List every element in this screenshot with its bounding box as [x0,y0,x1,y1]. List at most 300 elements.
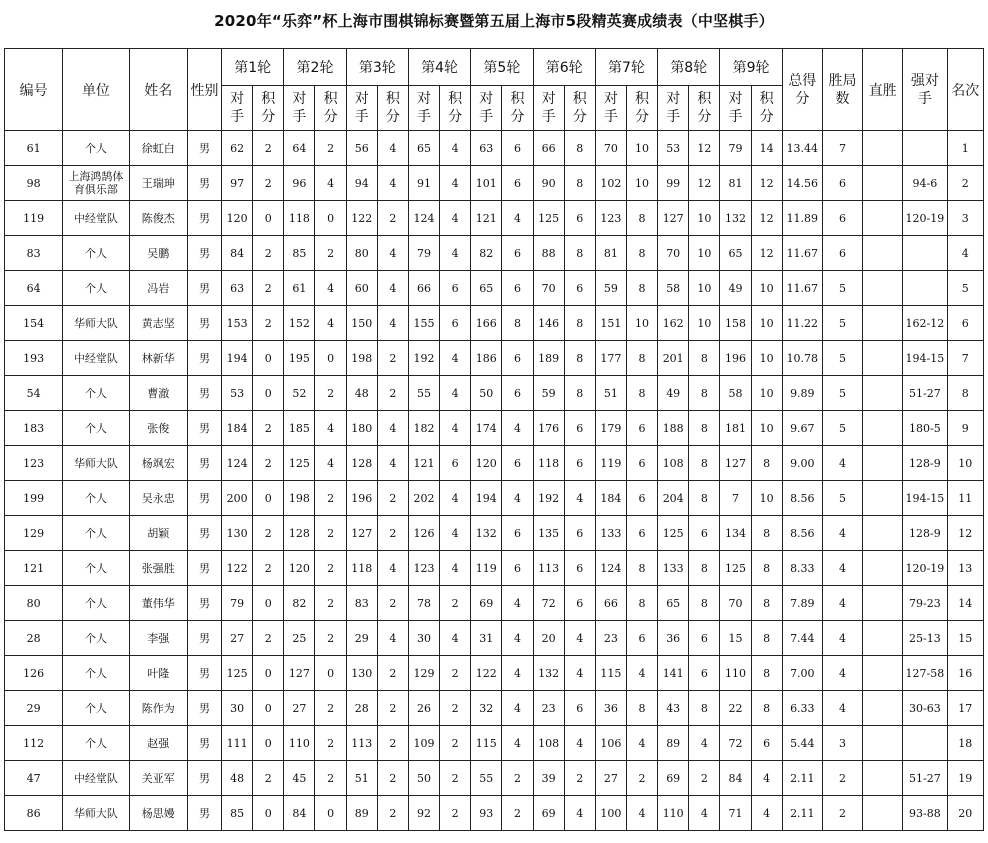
player-gender: 男 [187,516,221,551]
round-7-points: 2 [626,761,657,796]
round-3-opponent: 196 [346,481,377,516]
head-to-head [863,271,903,306]
total-score: 6.33 [782,691,822,726]
round-5-points: 2 [502,796,533,831]
player-name: 吴永忠 [129,481,187,516]
win-count: 4 [822,621,862,656]
player-name: 吴鹏 [129,236,187,271]
player-unit: 个人 [63,236,129,271]
round-1-opponent: 194 [222,341,253,376]
round-9-opponent: 132 [720,201,751,236]
round-4-opponent: 192 [408,341,439,376]
round-2-points: 4 [315,411,346,446]
round-5-opponent: 55 [471,761,502,796]
round-4-opponent: 30 [408,621,439,656]
round-4-opponent: 92 [408,796,439,831]
round-4-points: 2 [440,796,471,831]
round-1-points: 2 [253,446,284,481]
head-to-head [863,376,903,411]
round-5-points: 6 [502,376,533,411]
round-8-opponent-header: 对手 [658,86,689,131]
round-5-points: 4 [502,691,533,726]
player-name: 胡颖 [129,516,187,551]
round-5-points: 4 [502,411,533,446]
win-count: 3 [822,726,862,761]
round-2-points: 4 [315,306,346,341]
round-6-opponent: 23 [533,691,564,726]
player-unit: 个人 [63,411,129,446]
strong-opponent [903,236,947,271]
round-1-points: 2 [253,411,284,446]
round-6-opponent-header: 对手 [533,86,564,131]
round-6-opponent: 192 [533,481,564,516]
round-1-opponent: 97 [222,166,253,201]
round-1-points: 0 [253,201,284,236]
round-1-opponent: 27 [222,621,253,656]
head-to-head [863,166,903,201]
round-8-points: 6 [689,621,720,656]
round-8-points: 8 [689,341,720,376]
strong-opponent: 51-27 [903,761,947,796]
round-1-points: 2 [253,516,284,551]
round-1-points: 2 [253,131,284,166]
rank: 12 [947,516,984,551]
round-6-opponent: 108 [533,726,564,761]
player-gender: 男 [187,796,221,831]
round-7-points: 8 [626,236,657,271]
col-total: 总得分 [782,49,822,131]
round-6-opponent: 72 [533,586,564,621]
player-unit: 华师大队 [63,306,129,341]
round-3-points: 2 [377,656,408,691]
round-6-points: 4 [564,726,595,761]
round-9-opponent: 7 [720,481,751,516]
round-1-opponent-header: 对手 [222,86,253,131]
round-1-opponent: 53 [222,376,253,411]
round-9-opponent: 196 [720,341,751,376]
round-8-opponent: 204 [658,481,689,516]
strong-opponent [903,271,947,306]
round-2-opponent: 25 [284,621,315,656]
strong-opponent: 120-19 [903,551,947,586]
col-round-5: 第5轮 [471,49,533,86]
win-count: 4 [822,586,862,621]
player-name: 叶隆 [129,656,187,691]
round-8-points: 4 [689,726,720,761]
round-4-opponent: 78 [408,586,439,621]
head-to-head [863,796,903,831]
player-unit: 个人 [63,551,129,586]
round-5-opponent: 65 [471,271,502,306]
round-2-opponent: 96 [284,166,315,201]
head-to-head [863,131,903,166]
round-2-points: 2 [315,551,346,586]
round-5-opponent: 50 [471,376,502,411]
table-row [5,341,984,376]
round-5-points: 6 [502,166,533,201]
player-number: 112 [5,726,63,761]
round-3-opponent: 94 [346,166,377,201]
round-9-opponent: 125 [720,551,751,586]
round-1-opponent: 122 [222,551,253,586]
round-4-points: 4 [440,481,471,516]
round-5-opponent: 31 [471,621,502,656]
round-3-points: 2 [377,516,408,551]
player-name: 林新华 [129,341,187,376]
round-3-opponent: 28 [346,691,377,726]
round-4-points: 2 [440,761,471,796]
round-1-opponent: 130 [222,516,253,551]
table-row [5,656,984,691]
round-4-points: 4 [440,201,471,236]
round-5-opponent: 32 [471,691,502,726]
round-2-opponent: 84 [284,796,315,831]
round-6-opponent: 146 [533,306,564,341]
round-5-opponent-header: 对手 [471,86,502,131]
round-7-points: 10 [626,131,657,166]
round-2-opponent: 118 [284,201,315,236]
round-7-points: 8 [626,201,657,236]
round-2-opponent: 125 [284,446,315,481]
total-score: 11.67 [782,271,822,306]
player-number: 29 [5,691,63,726]
round-9-points: 14 [751,131,782,166]
round-9-points: 10 [751,411,782,446]
player-name: 杨思嫚 [129,796,187,831]
strong-opponent [903,131,947,166]
round-5-points: 4 [502,726,533,761]
rank: 7 [947,341,984,376]
round-7-opponent: 151 [595,306,626,341]
player-unit: 中经堂队 [63,761,129,796]
player-unit: 华师大队 [63,446,129,481]
round-3-opponent: 60 [346,271,377,306]
win-count: 4 [822,516,862,551]
player-number: 83 [5,236,63,271]
player-unit: 个人 [63,621,129,656]
player-number: 183 [5,411,63,446]
round-1-opponent: 84 [222,236,253,271]
round-8-points: 8 [689,376,720,411]
round-7-opponent: 124 [595,551,626,586]
round-7-points: 4 [626,796,657,831]
round-9-opponent: 79 [720,131,751,166]
round-8-points: 4 [689,796,720,831]
round-9-opponent: 70 [720,586,751,621]
win-count: 5 [822,481,862,516]
player-number: 123 [5,446,63,481]
rank: 8 [947,376,984,411]
round-2-points: 2 [315,236,346,271]
strong-opponent: 94-6 [903,166,947,201]
round-1-points: 2 [253,166,284,201]
round-8-points: 8 [689,411,720,446]
round-2-points: 2 [315,761,346,796]
round-5-points: 6 [502,341,533,376]
round-4-points: 2 [440,586,471,621]
round-2-points: 0 [315,796,346,831]
round-9-opponent: 181 [720,411,751,446]
round-6-points: 6 [564,586,595,621]
table-body [5,131,984,831]
round-7-points: 8 [626,691,657,726]
round-7-opponent: 123 [595,201,626,236]
strong-opponent: 180-5 [903,411,947,446]
round-7-opponent: 27 [595,761,626,796]
round-3-points: 4 [377,621,408,656]
player-name: 张俊 [129,411,187,446]
player-name: 张强胜 [129,551,187,586]
round-2-points: 4 [315,166,346,201]
win-count: 6 [822,236,862,271]
player-number: 193 [5,341,63,376]
table-row [5,446,984,481]
head-to-head [863,341,903,376]
round-8-opponent: 141 [658,656,689,691]
round-4-opponent: 55 [408,376,439,411]
player-name: 陈作为 [129,691,187,726]
round-9-opponent: 15 [720,621,751,656]
round-7-opponent: 177 [595,341,626,376]
round-8-points: 10 [689,271,720,306]
round-3-points: 4 [377,551,408,586]
table-row [5,726,984,761]
round-7-opponent: 102 [595,166,626,201]
player-number: 126 [5,656,63,691]
total-score: 7.00 [782,656,822,691]
round-1-points: 0 [253,656,284,691]
col-rank: 名次 [947,49,984,131]
round-7-points: 4 [626,726,657,761]
round-5-opponent: 122 [471,656,502,691]
col-round-8: 第8轮 [658,49,720,86]
player-name: 曹澈 [129,376,187,411]
head-to-head [863,726,903,761]
round-2-opponent: 52 [284,376,315,411]
col-head-to-head: 直胜 [863,49,903,131]
strong-opponent: 162-12 [903,306,947,341]
round-7-points: 6 [626,516,657,551]
head-to-head [863,761,903,796]
round-6-points: 4 [564,621,595,656]
total-score: 9.89 [782,376,822,411]
table-row [5,131,984,166]
round-4-points: 2 [440,726,471,761]
round-2-opponent: 185 [284,411,315,446]
strong-opponent: 194-15 [903,341,947,376]
player-name: 徐虹白 [129,131,187,166]
round-5-points: 6 [502,516,533,551]
round-4-points: 4 [440,551,471,586]
head-to-head [863,516,903,551]
round-9-points: 10 [751,271,782,306]
round-1-opponent: 124 [222,446,253,481]
win-count: 4 [822,551,862,586]
round-2-points: 2 [315,621,346,656]
round-7-opponent: 106 [595,726,626,761]
round-3-points: 2 [377,761,408,796]
round-8-points: 2 [689,761,720,796]
round-3-opponent-header: 对手 [346,86,377,131]
round-9-opponent: 58 [720,376,751,411]
round-4-points: 4 [440,236,471,271]
round-9-points: 8 [751,551,782,586]
round-4-points: 2 [440,691,471,726]
round-6-points: 6 [564,551,595,586]
player-name: 黄志坚 [129,306,187,341]
win-count: 4 [822,446,862,481]
player-gender: 男 [187,761,221,796]
round-8-points: 6 [689,656,720,691]
round-3-points: 4 [377,446,408,481]
round-3-opponent: 113 [346,726,377,761]
player-gender: 男 [187,446,221,481]
round-6-opponent: 113 [533,551,564,586]
player-gender: 男 [187,481,221,516]
player-unit: 个人 [63,131,129,166]
round-8-opponent: 65 [658,586,689,621]
round-2-opponent: 128 [284,516,315,551]
player-gender: 男 [187,551,221,586]
table-row [5,551,984,586]
round-9-points: 8 [751,586,782,621]
round-1-points: 2 [253,271,284,306]
round-8-opponent: 108 [658,446,689,481]
strong-opponent: 120-19 [903,201,947,236]
round-2-points: 2 [315,516,346,551]
round-4-opponent: 124 [408,201,439,236]
round-8-points: 8 [689,586,720,621]
player-gender: 男 [187,236,221,271]
round-1-opponent: 111 [222,726,253,761]
player-unit: 个人 [63,376,129,411]
player-unit: 个人 [63,656,129,691]
col-round-4: 第4轮 [408,49,470,86]
win-count: 4 [822,656,862,691]
player-number: 54 [5,376,63,411]
col-round-1: 第1轮 [222,49,284,86]
round-2-opponent: 195 [284,341,315,376]
round-9-points: 8 [751,621,782,656]
round-7-opponent: 119 [595,446,626,481]
round-8-opponent: 99 [658,166,689,201]
player-gender: 男 [187,586,221,621]
round-2-opponent: 82 [284,586,315,621]
round-4-opponent: 126 [408,516,439,551]
round-2-points: 0 [315,201,346,236]
round-7-opponent: 179 [595,411,626,446]
win-count: 4 [822,691,862,726]
round-3-points-header: 积分 [377,86,408,131]
round-9-points: 8 [751,446,782,481]
col-unit: 单位 [63,49,129,131]
round-3-points: 2 [377,376,408,411]
round-3-opponent: 80 [346,236,377,271]
player-gender: 男 [187,621,221,656]
round-8-opponent: 89 [658,726,689,761]
round-7-opponent-header: 对手 [595,86,626,131]
round-9-points: 4 [751,761,782,796]
round-9-opponent: 158 [720,306,751,341]
round-3-points: 4 [377,306,408,341]
round-4-opponent: 129 [408,656,439,691]
round-3-points: 2 [377,691,408,726]
table-row [5,796,984,831]
round-8-points: 12 [689,131,720,166]
round-5-points: 6 [502,131,533,166]
round-9-opponent: 127 [720,446,751,481]
rank: 9 [947,411,984,446]
round-8-opponent: 36 [658,621,689,656]
round-7-points: 4 [626,656,657,691]
round-4-points: 4 [440,341,471,376]
round-9-points: 12 [751,236,782,271]
round-6-points: 8 [564,341,595,376]
round-6-points: 2 [564,761,595,796]
round-5-opponent: 194 [471,481,502,516]
round-9-points: 12 [751,166,782,201]
round-9-points: 10 [751,376,782,411]
round-5-points: 4 [502,586,533,621]
win-count: 5 [822,341,862,376]
round-3-points: 4 [377,131,408,166]
round-5-points: 6 [502,236,533,271]
round-4-points: 4 [440,516,471,551]
rank: 6 [947,306,984,341]
round-6-points: 4 [564,481,595,516]
round-8-opponent: 127 [658,201,689,236]
round-6-points: 4 [564,656,595,691]
round-6-points: 6 [564,516,595,551]
total-score: 8.33 [782,551,822,586]
round-6-opponent: 69 [533,796,564,831]
strong-opponent: 128-9 [903,446,947,481]
round-2-opponent: 120 [284,551,315,586]
round-2-opponent: 110 [284,726,315,761]
win-count: 6 [822,166,862,201]
player-gender: 男 [187,271,221,306]
round-8-points: 8 [689,691,720,726]
round-7-points: 8 [626,586,657,621]
round-7-opponent: 66 [595,586,626,621]
player-unit: 个人 [63,481,129,516]
round-9-points: 8 [751,656,782,691]
round-1-points: 0 [253,796,284,831]
col-round-2: 第2轮 [284,49,346,86]
round-6-opponent: 176 [533,411,564,446]
round-8-opponent: 125 [658,516,689,551]
col-sos: 强对手 [903,49,947,131]
round-1-opponent: 62 [222,131,253,166]
round-2-points: 4 [315,446,346,481]
total-score: 9.00 [782,446,822,481]
round-4-points: 6 [440,271,471,306]
table-row [5,306,984,341]
round-6-points: 6 [564,201,595,236]
head-to-head [863,306,903,341]
table-header [5,49,984,131]
round-8-points: 8 [689,446,720,481]
round-5-points: 6 [502,551,533,586]
round-4-points-header: 积分 [440,86,471,131]
rank: 2 [947,166,984,201]
player-unit: 个人 [63,726,129,761]
table-row [5,411,984,446]
rank: 19 [947,761,984,796]
round-2-opponent: 27 [284,691,315,726]
round-6-points: 4 [564,796,595,831]
round-3-opponent: 130 [346,656,377,691]
